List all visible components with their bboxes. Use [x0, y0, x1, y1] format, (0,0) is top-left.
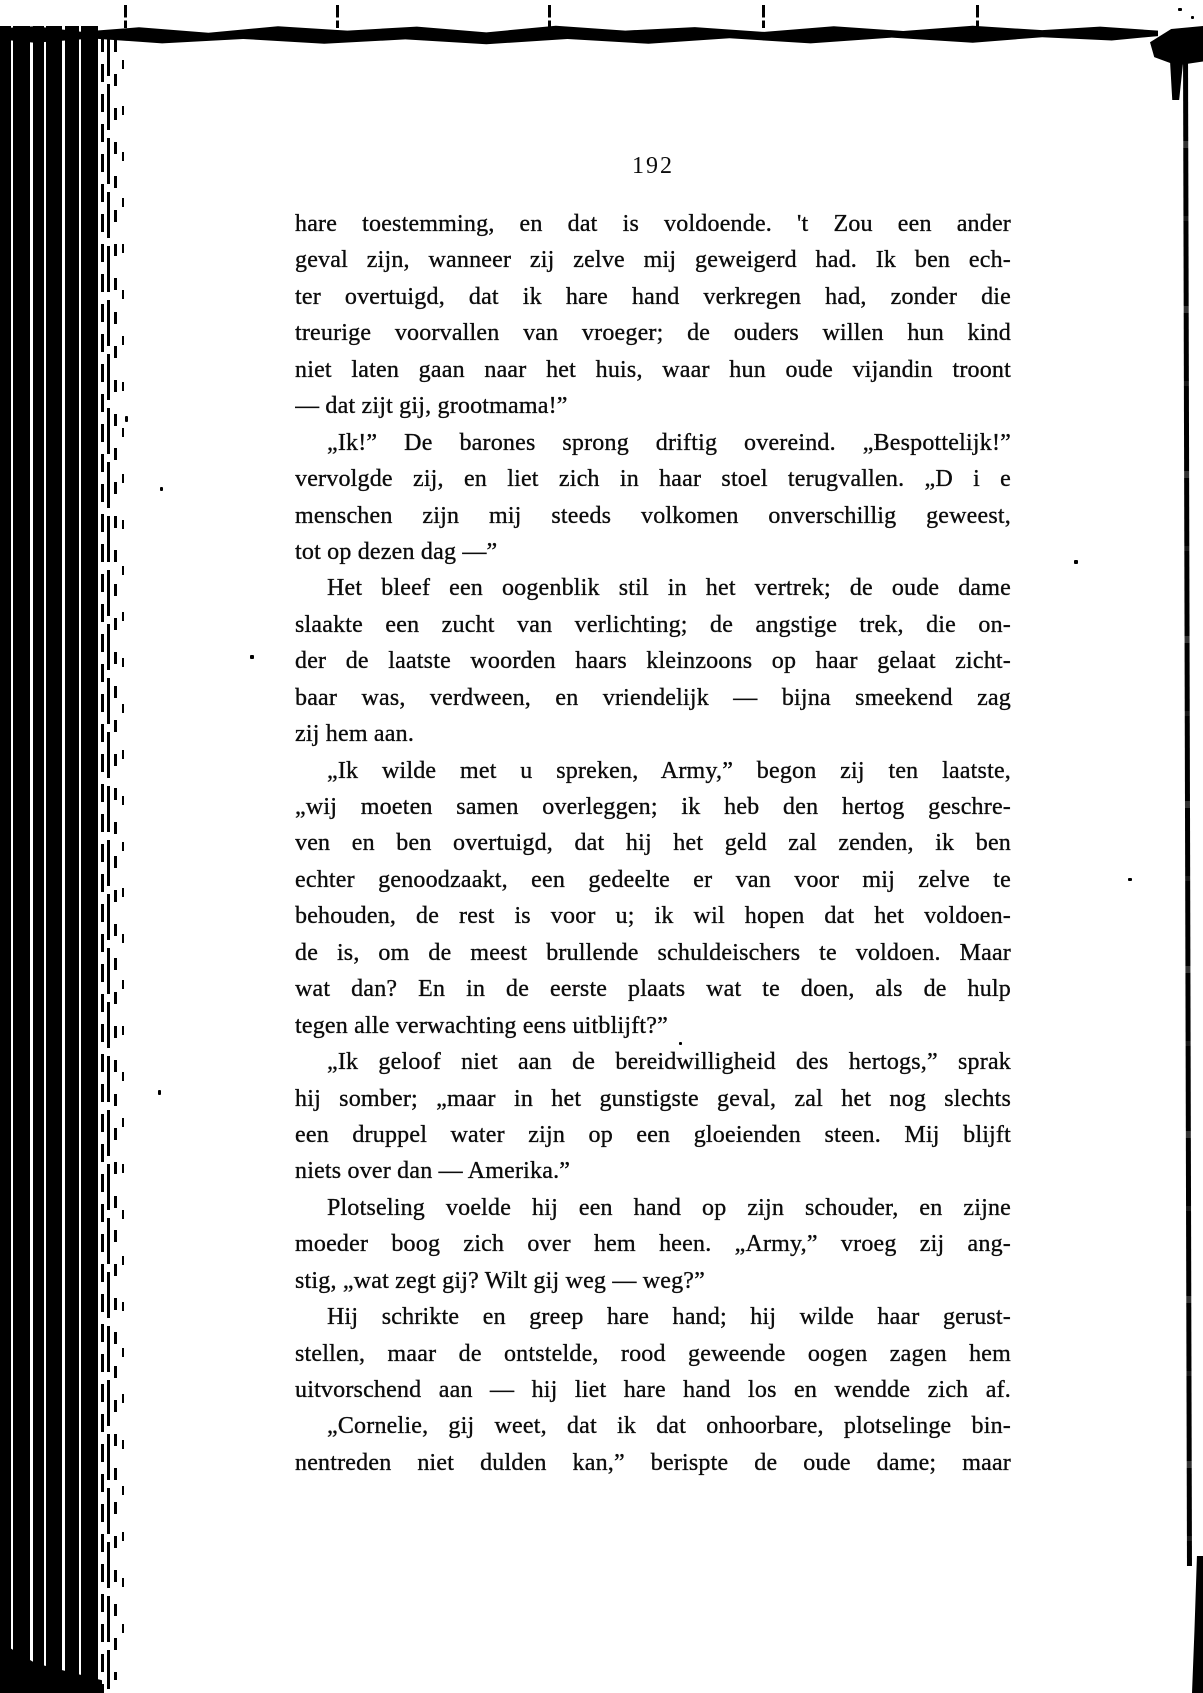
text-line: geval zijn, wanneer zij zelve mij geweigerd had. Ik ben ech-	[295, 247, 1011, 274]
gutter-edge-line	[101, 34, 104, 1693]
scan-speck	[125, 416, 128, 422]
text-line: wat dan? En in de eerste plaats wat te doen, als de hulp	[295, 976, 1011, 1003]
scan-tick-mark	[124, 5, 127, 28]
scan-bottom-right-streak	[1192, 1556, 1203, 1693]
text-block	[295, 206, 1011, 1481]
text-line: tegen alle verwachting eens uitblijft?”	[295, 1012, 668, 1039]
text-line: een druppel water zijn op een gloeienden steen. Mij blijft	[295, 1121, 1011, 1148]
text-line: uitvorschend aan — hij liet hare hand los en wendde zich af.	[295, 1377, 1011, 1403]
scan-tick-mark	[548, 5, 551, 28]
text-line: moeder boog zich over hem heen. „Army,” vroeg zij ang-	[295, 1231, 1011, 1258]
scan-top-right-blob	[1150, 26, 1203, 100]
scan-speck	[160, 487, 163, 491]
text-line: hare toestemming, en dat is voldoende. 't Zou een ander	[295, 211, 1011, 237]
scan-speck	[1074, 560, 1078, 564]
text-line: der de laatste woorden haars kleinzoons op haar gelaat zicht-	[295, 648, 1011, 675]
text-line: ter overtuigd, dat ik hare hand verkregen had, zonder die	[295, 283, 1011, 310]
text-line: echter genoodzaakt, een gedeelte er van voor mij zelve te	[295, 866, 1011, 893]
text-line: stellen, maar de ontstelde, rood geweende oogen zagen hem	[295, 1340, 1011, 1367]
scan-tick-mark	[762, 5, 765, 28]
text-line: hij somber; „maar in het gunstigste geval, zal het nog slechts	[295, 1085, 1011, 1112]
gutter-edge-line	[107, 30, 110, 1689]
scan-speck	[250, 655, 254, 659]
text-line: ven en ben overtuigd, dat hij het geld zal zenden, ik ben	[295, 830, 1011, 857]
scan-speck	[1128, 878, 1132, 881]
text-line: „Ik wilde met u spreken, Army,” begon zij ten laatste,	[327, 757, 1011, 784]
text-line: slaakte een zucht van verlichting; de angstige trek, die on-	[295, 611, 1011, 638]
gutter-edge-line	[122, 60, 124, 1660]
text-line: — dat zijt gij, grootmama!”	[295, 393, 568, 420]
book-gutter-shadow	[0, 26, 98, 1693]
text-line: „wij moeten samen overleggen; ik heb den hertog geschre-	[295, 794, 1011, 820]
text-line: Plotseling voelde hij een hand op zijn schouder, en zijne	[327, 1194, 1011, 1221]
text-line: baar was, verdween, en vriendelijk — bijna smeekend zag	[295, 684, 1011, 711]
gutter-edge-line	[114, 40, 117, 1680]
text-line: „Cornelie, gij weet, dat ik dat onhoorbare, plotselinge bin-	[327, 1413, 1011, 1440]
text-line: niets over dan — Amerika.”	[295, 1158, 571, 1185]
text-line: nentreden niet dulden kan,” berispte de oude dame; maar	[295, 1449, 1011, 1476]
text-line: stig, „wat zegt gij? Wilt gij weg — weg?”	[295, 1267, 706, 1294]
text-line: tot op dezen dag —”	[295, 538, 498, 565]
scan-speck	[1178, 8, 1182, 11]
text-line: zij hem aan.	[295, 721, 415, 748]
text-line: Het bleef een oogenblik stil in het vertrek; de oude dame	[327, 575, 1011, 602]
text-line: vervolgde zij, en liet zich in haar stoel terugvallen. „D i e	[295, 466, 1011, 493]
scan-tick-mark	[336, 5, 339, 28]
text-line: „Ik!” De barones sprong driftig overeind. „Bespottelijk!”	[327, 429, 1011, 456]
text-line: niet laten gaan naar het huis, waar hun oude vijandin troont	[295, 356, 1011, 383]
text-line: behouden, de rest is voor u; ik wil hopen dat het voldoen-	[295, 903, 1011, 930]
scan-top-edge-band	[0, 24, 1158, 46]
text-line: de is, om de meest brullende schuldeischers te voldoen. Maar	[295, 939, 1011, 966]
text-line: treurige voorvallen van vroeger; de ouders willen hun kind	[295, 320, 1011, 347]
text-line: Hij schrikte en greep hare hand; hij wilde haar gerust-	[327, 1304, 1011, 1331]
scan-speck	[88, 965, 92, 972]
scan-right-edge-line	[1183, 56, 1192, 1566]
text-line: „Ik geloof niet aan de bereidwilligheid des hertogs,” sprak	[327, 1049, 1011, 1076]
scan-speck	[158, 1090, 161, 1095]
scan-tick-mark	[976, 5, 979, 28]
scan-speck	[1191, 16, 1194, 19]
page-number: 192	[632, 153, 674, 179]
text-line: menschen zijn mij steeds volkomen onverschillig geweest,	[295, 502, 1011, 529]
